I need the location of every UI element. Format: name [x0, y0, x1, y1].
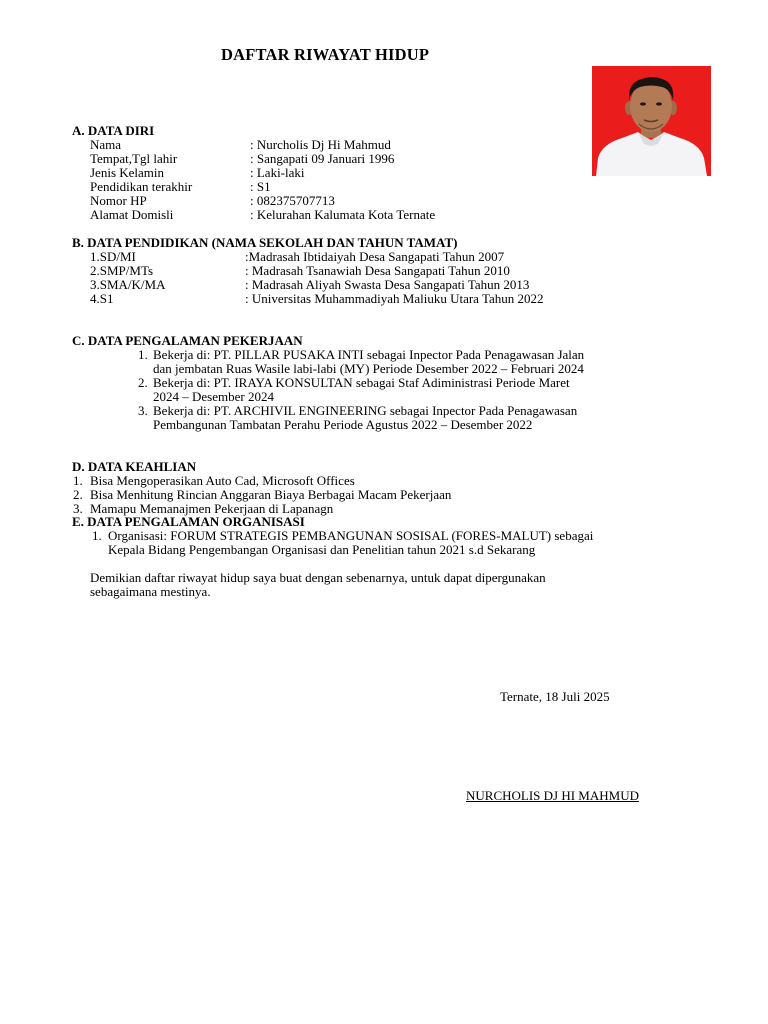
- work-item-line: Pembangunan Tambatan Perahu Periode Agustus 2022 – Desember 2022: [153, 417, 533, 432]
- section-heading-keahlian: D. DATA KEAHLIAN: [72, 459, 197, 474]
- section-heading-data-diri: A. DATA DIRI: [72, 123, 155, 138]
- section-heading-pendidikan: B. DATA PENDIDIKAN (NAMA SEKOLAH DAN TAHUN TAMAT): [72, 235, 458, 250]
- place-date: Ternate, 18 Juli 2025: [500, 689, 610, 704]
- section-heading-organisasi: E. DATA PENGALAMAN ORGANISASI: [72, 514, 305, 529]
- education-school: : Universitas Muhammadiyah Maliuku Utara Tahun 2022: [245, 291, 544, 306]
- list-number: 3.: [138, 403, 148, 418]
- work-item-line: 2024 – Desember 2024: [153, 389, 274, 404]
- education-level: 1.SD/MI: [90, 249, 136, 264]
- education-level: 4.S1: [90, 291, 114, 306]
- field-value: : S1: [250, 179, 271, 194]
- education-level: 2.SMP/MTs: [90, 263, 154, 278]
- closing-statement: Demikian daftar riwayat hidup saya buat dengan sebenarnya, untuk dapat dipergunakan: [90, 570, 546, 585]
- field-label: Alamat Domisli: [90, 207, 174, 222]
- education-school: : Madrasah Aliyah Swasta Desa Sangapati Tahun 2013: [245, 277, 530, 292]
- work-item-line: Bekerja di: PT. PILLAR PUSAKA INTI sebagai Inpector Pada Penagawasan Jalan: [153, 347, 585, 362]
- education-school: : Madrasah Tsanawiah Desa Sangapati Tahun 2010: [245, 263, 510, 278]
- list-number: 3.: [73, 501, 83, 516]
- list-number: 1.: [73, 473, 83, 488]
- field-label: Tempat,Tgl lahir: [90, 151, 178, 166]
- skill-item: Bisa Mengoperasikan Auto Cad, Microsoft Offices: [90, 473, 355, 488]
- field-value: : Kelurahan Kalumata Kota Ternate: [250, 207, 436, 222]
- work-item-line: dan jembatan Ruas Wasile labi-labi (MY) Periode Desember 2022 – Februari 2024: [153, 361, 584, 376]
- work-item-line: Bekerja di: PT. ARCHIVIL ENGINEERING sebagai Inpector Pada Penagawasan: [153, 403, 578, 418]
- field-label: Nama: [90, 137, 122, 152]
- list-number: 1.: [92, 528, 102, 543]
- list-number: 2.: [138, 375, 148, 390]
- skill-item: Bisa Menhitung Rincian Anggaran Biaya Berbagai Macam Pekerjaan: [90, 487, 452, 502]
- field-label: Pendidikan terakhir: [90, 179, 193, 194]
- work-item-line: Bekerja di: PT. IRAYA KONSULTAN sebagai Staf Adiministrasi Periode Maret: [153, 375, 570, 390]
- organization-line: Organisasi: FORUM STRATEGIS PEMBANGUNAN SOSISAL (FORES-MALUT) sebagai: [108, 528, 594, 543]
- field-label: Jenis Kelamin: [90, 165, 165, 180]
- field-value: : Laki-laki: [250, 165, 305, 180]
- education-level: 3.SMA/K/MA: [90, 277, 166, 292]
- closing-statement: sebagaimana mestinya.: [90, 584, 211, 599]
- organization-line: Kepala Bidang Pengembangan Organisasi dan Penelitian tahun 2021 s.d Sekarang: [108, 542, 536, 557]
- page-title: DAFTAR RIWAYAT HIDUP: [221, 45, 430, 64]
- list-number: 1.: [138, 347, 148, 362]
- field-label: Nomor HP: [90, 193, 147, 208]
- signature-name: NURCHOLIS DJ HI MAHMUD: [466, 788, 639, 803]
- skill-item: Mamapu Memanajmen Pekerjaan di Lapanagn: [90, 501, 334, 516]
- education-school: :Madrasah Ibtidaiyah Desa Sangapati Tahun 2007: [245, 249, 505, 264]
- list-number: 2.: [73, 487, 83, 502]
- field-value: : Sangapati 09 Januari 1996: [250, 151, 395, 166]
- profile-photo: [592, 66, 711, 176]
- field-value: : Nurcholis Dj Hi Mahmud: [250, 137, 391, 152]
- section-heading-pekerjaan: C. DATA PENGALAMAN PEKERJAAN: [72, 333, 303, 348]
- person-portrait-icon: [592, 66, 711, 176]
- field-value: : 082375707713: [250, 193, 335, 208]
